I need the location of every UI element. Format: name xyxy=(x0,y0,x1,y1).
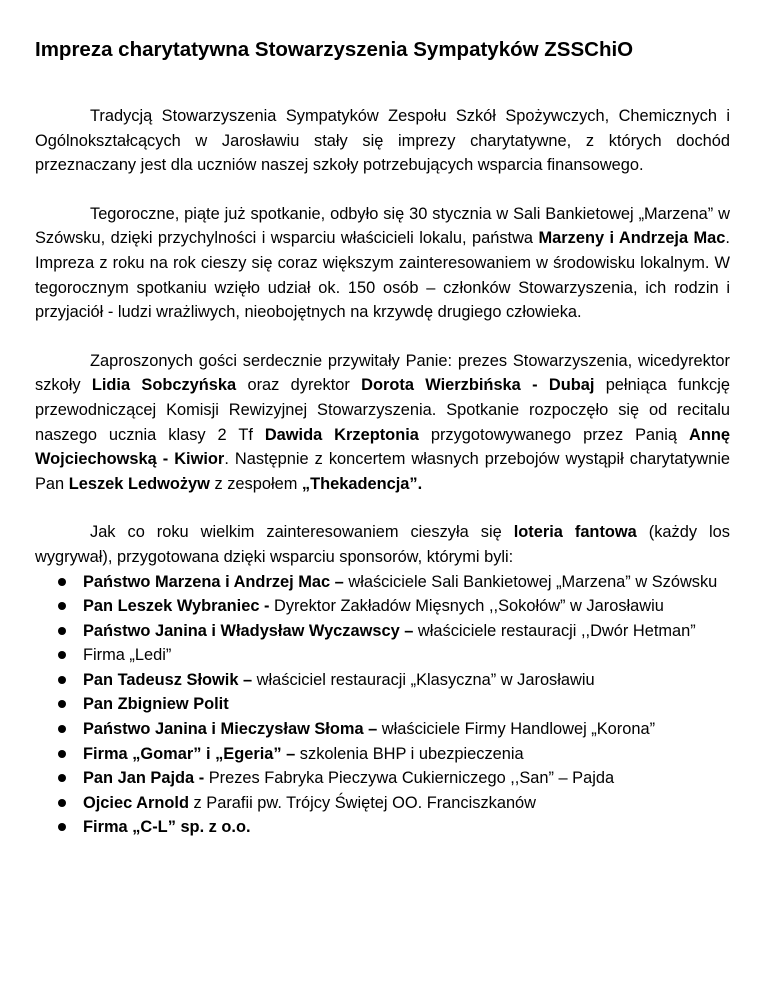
text-span: przygotowywanego przez Panią xyxy=(418,425,689,444)
text-span: Jak co roku wielkim zainteresowaniem cieszyła się xyxy=(90,523,514,542)
sponsor-desc: Dyrektor Zakładów Mięsnych ,,Sokołów” w Jarosławiu xyxy=(269,597,664,616)
bullet-icon xyxy=(58,627,66,635)
paragraph-intro: Tradycją Stowarzyszenia Sympatyków Zespołu Szkół Spożywczych, Chemicznych i Ogólnokształcących w Jarosławiu stały się imprezy charytatywne, z których dochód przeznaczany jest dla uczniów naszej szkoły potrzebujących wsparcia finansowego. xyxy=(35,107,730,175)
list-item xyxy=(35,717,730,742)
person-name: Lidia Sobczyńska xyxy=(91,376,237,395)
sponsor-desc: szkolenia BHP i ubezpieczenia xyxy=(295,744,524,763)
text-span: oraz dyrektor xyxy=(236,376,362,395)
sponsor-desc: właściciele Sali Bankietowej „Marzena” w Szówsku xyxy=(343,572,718,591)
list-item xyxy=(35,643,730,668)
bullet-icon xyxy=(58,651,66,659)
paragraph-lottery xyxy=(35,520,730,569)
bullet-icon xyxy=(58,602,66,610)
sponsor-desc: Prezes Fabryka Pieczywa Cukierniczego ,,San” – Pajda xyxy=(204,769,615,788)
sponsor-desc: z Parafii pw. Trójcy Świętej OO. Franciszkanów xyxy=(188,793,537,812)
sponsor-name: Firma „C-L” sp. z o.o. xyxy=(83,818,251,837)
bullet-icon xyxy=(58,700,66,708)
bullet-icon xyxy=(58,774,66,782)
bullet-icon xyxy=(58,725,66,733)
text-span: pełniąca funkcję przewodniczącej Komisji Rewizyjnej Stowarzyszenia. Spotkanie rozpoczęło się od recitalu naszego ucznia klasy 2 Tf xyxy=(35,376,730,444)
list-item xyxy=(35,766,730,791)
person-name: Dawida Krzeptonia xyxy=(264,425,419,444)
sponsors-list xyxy=(35,520,730,840)
band-name: „Thekadencja”. xyxy=(301,474,423,493)
sponsor-name: Państwo Janina i Mieczysław Słoma – xyxy=(83,720,378,739)
sponsor-name: Pan Leszek Wybraniec - xyxy=(83,597,270,616)
bullet-icon xyxy=(58,799,66,807)
list-item xyxy=(35,619,730,644)
sponsor-desc: właściciele Firmy Handlowej „Korona” xyxy=(377,720,656,739)
host-names: Marzeny i Andrzeja Mac xyxy=(538,229,726,248)
bullet-icon xyxy=(58,676,66,684)
person-name: Leszek Ledwożyw xyxy=(68,474,210,493)
bullet-icon xyxy=(58,750,66,758)
text-span: . Następnie z koncertem własnych przebojów wystąpił charytatywnie Pan xyxy=(35,450,731,493)
sponsor-name: Pan Tadeusz Słowik – xyxy=(83,670,253,689)
text-span: Zaproszonych gości serdecznie przywitały Panie: prezes Stowarzyszenia, wicedyrektor szkoły xyxy=(35,351,730,395)
sponsor-name: Firma „Gomar” i „Egeria” – xyxy=(83,744,296,763)
sponsor-desc: Firma „Ledi” xyxy=(83,646,172,665)
sponsor-name: Pan Jan Pajda - xyxy=(83,769,205,788)
sponsor-name: Ojciec Arnold xyxy=(83,793,189,812)
paragraph-guests xyxy=(35,349,730,497)
text-span: . Impreza z roku na rok cieszy się coraz większym zainteresowaniem w środowisku lokalnym. W tegorocznym spotkaniu wzięło udział ok. 150 osób – członków Stowarzyszenia, ich rodzin i przyjaciół - ludzi wrażliwych, nieobojętnych na krzywdę drugiego człowieka. xyxy=(35,229,730,322)
text-span: z zespołem xyxy=(209,474,302,493)
sponsor-desc: właściciel restauracji „Klasyczna” w Jarosławiu xyxy=(252,670,595,689)
list-item xyxy=(35,594,730,619)
list-item xyxy=(35,815,730,840)
bullet-icon xyxy=(58,578,66,586)
person-name: Dorota Wierzbińska - Dubaj xyxy=(361,376,595,395)
text-span: (każdy los wygrywał), przygotowana dzięki wsparciu sponsorów, którymi byli: xyxy=(35,523,730,566)
page-title: Impreza charytatywna Stowarzyszenia Sympatyków ZSSChiO xyxy=(35,38,634,61)
sponsor-name: Pan Zbigniew Polit xyxy=(83,695,229,714)
person-name: Annę Wojciechowską - Kiwior xyxy=(35,425,730,469)
sponsor-desc: właściciele restauracji ,,Dwór Hetman” xyxy=(413,621,696,640)
list-item xyxy=(35,692,730,717)
paragraph-event xyxy=(35,202,730,325)
bullet-icon xyxy=(58,823,66,831)
sponsor-name: Państwo Marzena i Andrzej Mac – xyxy=(83,572,344,591)
sponsor-name: Państwo Janina i Władysław Wyczawscy – xyxy=(83,621,414,640)
list-item xyxy=(35,791,730,816)
lottery-label: loteria fantowa xyxy=(513,523,637,542)
text-span: Tegoroczne, piąte już spotkanie, odbyło się 30 stycznia w Sali Bankietowej „Marzena” w Szówsku, dzięki przychylności i wsparciu właścicieli lokalu, państwa xyxy=(35,204,730,248)
list-item xyxy=(35,742,730,767)
list-item xyxy=(35,668,730,693)
list-item xyxy=(35,570,730,595)
